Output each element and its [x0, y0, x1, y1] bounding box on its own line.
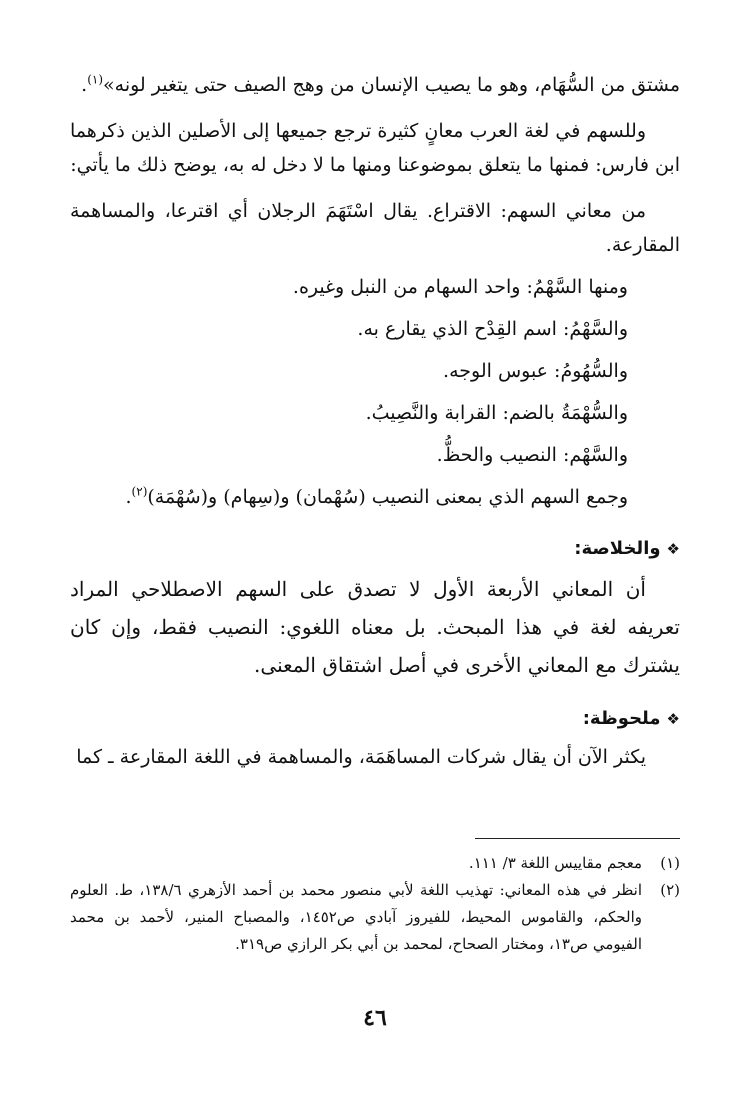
paragraph-meanings-intro: وللسهم في لغة العرب معانٍ كثيرة ترجع جميعها إلى الأصلين الذين ذكرهما ابن فارس: فمنها ما يتعلق بموضوعنا ومنها ما لا دخل له به، يوضح ذلك ما يأتي:	[70, 120, 680, 176]
paragraph-first-meaning: من معاني السهم: الاقتراع. يقال اسْتَهَمَ الرجلان أي اقترعا، والمساهمة المقارعة.	[70, 200, 680, 256]
meaning-entry: والسَّهْم: النصيب والحظُّ.	[436, 444, 628, 466]
summary-text: أن المعاني الأربعة الأول لا تصدق على السهم الاصطلاحي المراد تعريفه لغة في هذا المبحث. بل معناه اللغوي: النصيب فقط، وإن كان يشترك مع المعاني الأخرى في أصل اشتقاق المعنى.	[70, 577, 681, 677]
footnote-item	[70, 850, 680, 877]
summary-heading: ❖والخلاصة:	[574, 538, 680, 559]
meaning-entry: ومنها السَّهْمُ: واحد السهام من النبل وغيره.	[292, 276, 628, 298]
footnote-ref-1: (١)	[87, 72, 104, 87]
note-heading: ❖ملحوظة:	[582, 708, 680, 729]
footnote-ref-2: (٢)	[131, 484, 148, 499]
footnote-text: معجم مقاييس اللغة ٣/ ١١١.	[468, 854, 642, 872]
meaning-entry: والسُّهُومُ: عبوس الوجه.	[443, 360, 628, 382]
meaning-entry: والسَّهْمُ: اسم القِدْح الذي يقارع به.	[357, 318, 628, 340]
footnotes	[70, 850, 680, 958]
diamond-bullet-icon: ❖	[666, 540, 680, 558]
meaning-entry: والسُّهْمَةُ بالضم: القرابة والنَّصِيبُ.	[365, 402, 628, 424]
footnote-number: (٢)	[660, 881, 680, 899]
paragraph-continuation: مشتق من السُّهَام، وهو ما يصيب الإنسان من وهج الصيف حتى يتغير لونه»$^{(١)}$.	[81, 72, 680, 96]
diamond-bullet-icon: ❖	[666, 710, 680, 728]
plural-line: وجمع السهم الذي بمعنى النصيب (سُهْمان) و(سِهام) و(سُهْمَة)$^{(٢)}$.	[125, 484, 628, 508]
footnote-text: انظر في هذه المعاني: تهذيب اللغة لأبي منصور محمد بن أحمد الأزهري ١٣٨/٦، ط. العلوم والحكم، والقاموس المحيط، للفيروز آبادي ص١٤٥٢، والمصباح المنير، لأحمد بن محمد الفيومي ص١٣، ومختار الصحاح، لمحمد بن أبي بكر الرازي ص٣١٩.	[70, 881, 643, 953]
footnote-divider	[475, 838, 680, 839]
footnote-number: (١)	[660, 854, 680, 872]
meanings-list	[70, 270, 680, 514]
main-text	[70, 68, 680, 774]
footnote-item	[70, 877, 680, 958]
page-number: ٤٦	[363, 1005, 387, 1031]
note-text: يكثر الآن أن يقال شركات المساهَمَة، والمساهمة في اللغة المقارعة ـ كما	[76, 746, 646, 768]
